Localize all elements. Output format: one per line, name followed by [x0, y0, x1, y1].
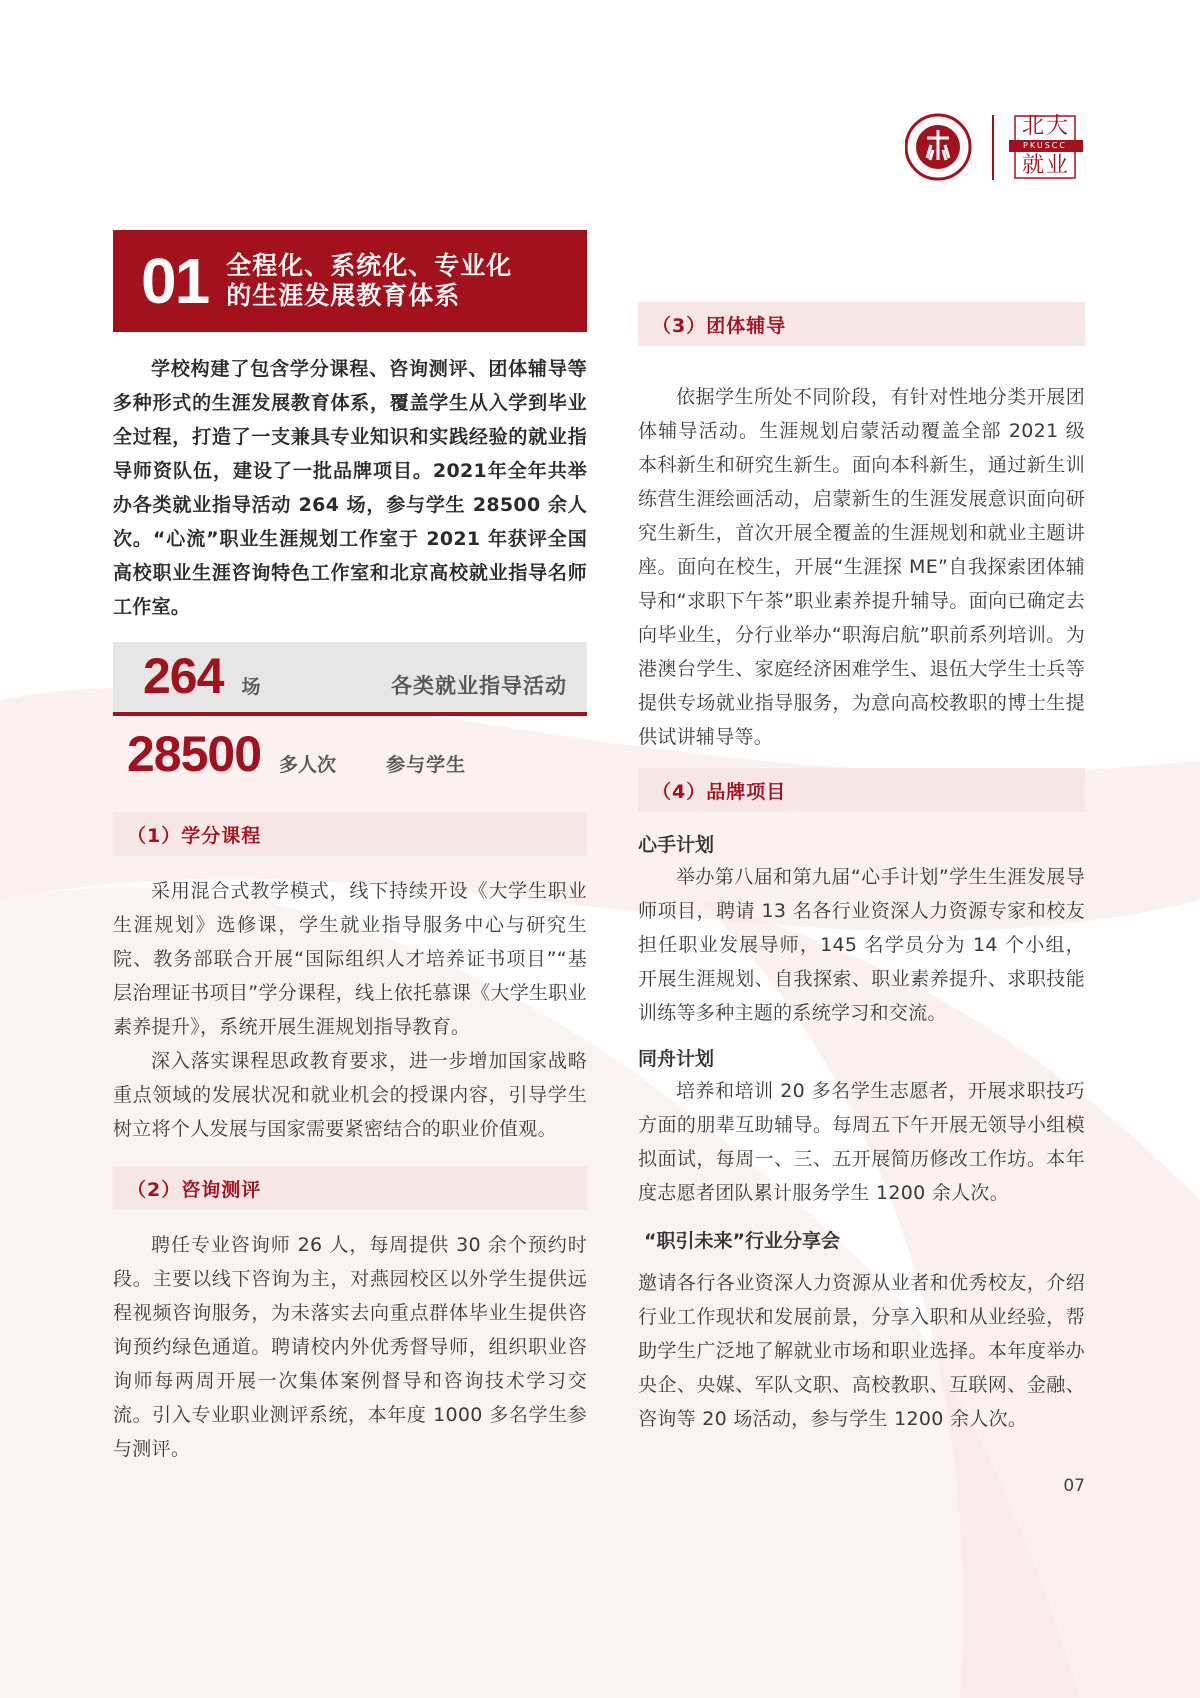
section-heading-credit-courses: （1）学分课程 — [113, 812, 587, 856]
chapter-title-line2: 的生涯发展教育体系 — [226, 281, 461, 310]
chapter-title-line1: 全程化、系统化、专业化 — [226, 251, 513, 280]
chapter-title-box — [113, 230, 587, 332]
paragraph: 举办第八届和第九届“心手计划”学生生涯发展导师项目，聘请 13 名各行业资深人力资源专家和校友担任职业发展导师，145 名学员分为 14 个小组，开展生涯规划、自我探索、职业素养提升、求职技能训练等多种主题的系统学习和交流。 — [638, 866, 1085, 1024]
section-consulting-body — [113, 1228, 587, 1466]
right-column — [638, 302, 1085, 1496]
intro-text: 学校构建了包含学分课程、咨询测评、团体辅导等多种形式的生涯发展教育体系，覆盖学生从入学到毕业全过程，打造了一支兼具专业知识和实践经验的就业指导师资队伍，建设了一批品牌项目。2021年全年共举办各类就业指导活动 264 场，参与学生 28500 余人次。“心流”职业生涯规划工作室于 2021 年获评全国高校职业生涯咨询特色工作室和北京高校就业指导名师工作室。 — [113, 358, 587, 618]
stat-unit: 多人次 — [279, 754, 337, 776]
project-description — [638, 1074, 1085, 1210]
project-name: 心手计划 — [638, 834, 715, 856]
stat-activities — [113, 642, 587, 716]
project-description — [638, 1266, 1085, 1436]
logo-brand-top: 北大 — [1022, 114, 1071, 139]
paragraph: 聘任专业咨询师 26 人，每周提供 30 余个预约时段。主要以线下咨询为主，对燕园校区以外学生提供远程视频咨询服务，为未落实去向重点群体毕业生提供咨询预约绿色通道。聘请校内外优秀督导师，组织职业咨询师每两周开展一次集体案例督导和咨询技术学习交流。引入专业职业测评系统，本年度 1000 多名学生参与测评。 — [113, 1234, 587, 1460]
section-heading-group-guidance: （3）团体辅导 — [638, 302, 1085, 346]
logo — [905, 110, 1090, 185]
stat-label: 参与学生 — [386, 754, 467, 776]
project-name: 同舟计划 — [638, 1048, 715, 1070]
paragraph: 深入落实课程思政教育要求，进一步增加国家战略重点领域的发展状况和就业机会的授课内容，引导学生树立将个人发展与国家需要紧密结合的职业价值观。 — [113, 1050, 587, 1140]
project-name: “职引未来”行业分享会 — [644, 1230, 840, 1252]
section-group-guidance-body — [638, 380, 1085, 754]
stat-value: 28500 — [127, 726, 262, 782]
section-credit-courses-body — [113, 874, 587, 1146]
intro-paragraph — [113, 352, 587, 624]
section-heading-consulting: （2）咨询测评 — [113, 1166, 587, 1210]
paragraph: 采用混合式教学模式，线下持续开设《大学生职业生涯规划》选修课，学生就业指导服务中心与研究生院、教务部联合开展“国际组织人才培养证书项目”“基层治理证书项目”学分课程，线上依托慕课《大学生职业素养提升》，系统开展生涯规划指导教育。 — [113, 880, 587, 1038]
paragraph: 邀请各行各业资深人力资源从业者和优秀校友，介绍行业工作现状和发展前景，分享入职和从业经验，帮助学生广泛地了解就业市场和职业选择。本年度举办央企、央媒、军队文职、高校教职、互联网、金融、咨询等 20 场活动，参与学生 1200 余人次。 — [638, 1272, 1085, 1430]
stat-students — [113, 716, 587, 788]
stat-value: 264 — [143, 648, 224, 704]
project-description — [638, 860, 1085, 1030]
stat-label: 各类就业指导活动 — [391, 674, 567, 698]
stat-unit: 场 — [241, 676, 261, 698]
logo-brand-mid: PKUSCC — [1023, 141, 1067, 150]
section-heading-brand-projects: （4）品牌项目 — [638, 768, 1085, 812]
paragraph: 培养和培训 20 多名学生志愿者，开展求职技巧方面的朋辈互助辅导。每周五下午开展无领导小组模拟面试，每周一、三、五开展简历修改工作坊。本年度志愿者团队累计服务学生 1200 余人次。 — [638, 1080, 1085, 1204]
logo-brand-bottom: 就业 — [1022, 153, 1071, 178]
page-number: 07 — [1063, 1476, 1085, 1496]
paragraph: 依据学生所处不同阶段，有针对性地分类开展团体辅导活动。生涯规划启蒙活动覆盖全部 2021 级本科新生和研究生新生。面向本科新生，通过新生训练营生涯绘画活动，启蒙新生的生涯发展意识面向研究生新生，首次开展全覆盖的生涯规划和就业主题讲座。面向在校生，开展“生涯探 ME”自我探索团体辅导和“求职下午茶”职业素养提升辅导。面向已确定去向毕业生，分行业举办“职海启航”职前系列培训。为港澳台学生、家庭经济困难学生、退伍大学生士兵等提供专场就业指导服务，为意向高校教职的博士生提供试讲辅导等。 — [638, 386, 1085, 748]
chapter-number: 01 — [141, 245, 209, 317]
chapter-title — [226, 251, 512, 311]
left-column — [113, 230, 587, 1466]
